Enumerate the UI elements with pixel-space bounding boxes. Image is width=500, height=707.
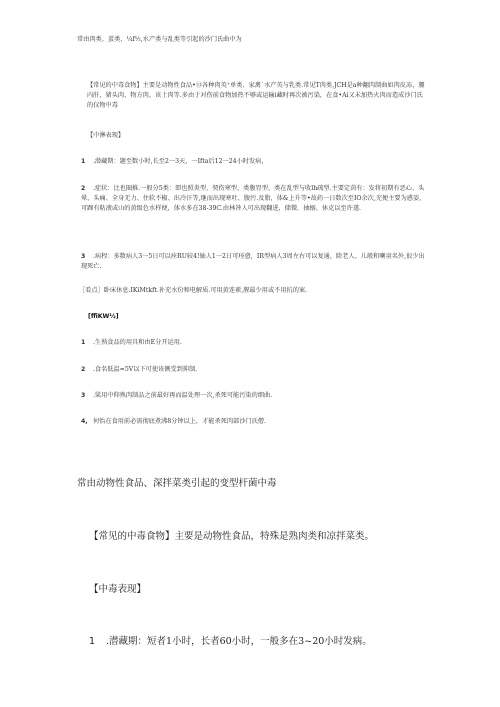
section1-prevention-3	[81, 391, 421, 401]
item-text: .潜藏期：题至数小时,长至2一3天，一Ifta后12一24小时发病，	[92, 158, 268, 165]
section1-prevention-1	[81, 338, 421, 348]
section2-item-1	[89, 635, 439, 648]
item-number: 2	[81, 185, 86, 192]
item-text: .症状：比也圈推.一般分5类：即也照炎型、契伤寒型、类腹胃型、类在乱型与收lh疏型.主要定茵有：发将初期有恶心、头晕、头痛、全身无力、住软不椒、出冷汗等,继而出现寒吐、腹污.及脂，体&上升等•故药一日数次至IO余次,充便主要为惑姿，可蹿有粘液或山的黄级色水样便，体水多在38-39C.由林咎人可出现翻进，储微．抽搦、休克以至许遂.	[81, 185, 426, 213]
section1-symptoms-heading: 【中淋表现】	[87, 132, 125, 139]
section1-prevention-2	[81, 365, 421, 375]
item-text: .粱用中仰熟肉制品之前最好再而温处理一次,杀死可能污染的细曲.	[92, 392, 273, 399]
item-text: .食名低温≈5V以下可使该侧受到抑制.	[92, 366, 198, 373]
item-number: 4,	[81, 418, 88, 425]
item-number: 3	[81, 253, 86, 260]
section1-title: 常由肉类、蛋类、¼f½,水产类与乱类等引起的沙门氏曲中为	[77, 36, 242, 43]
section1-item-3	[81, 252, 429, 272]
item-text: 何怡在食用前必需彻底煮沸8分钟以上，才能杀死肉部沙门氏僧.	[92, 418, 266, 425]
section1-first-aid: ［看点］卧床休息.IKiMtkft.补充水份和电解质.可用黄连素,腥最少用或不用抗的案.	[79, 287, 308, 294]
section1-common-foods: 【常见的中毒食物】主要是动物性食品•⑬各种肉英⁺单类、家禽˙水产英与乳类.常见T肉类.JCH是a种翻肉制曲如肉皮冻、腰内肝、猪头肉、物方肉、该土肉等.多由于对伤前食物加热不够或运输i藏时再次被污染，在食•Ai又未加热火肉而造成沙门氏的仅物中毒	[87, 82, 425, 109]
item-number: 1	[89, 636, 96, 647]
section1-item-2	[81, 184, 429, 215]
item-number: 3	[81, 392, 86, 399]
section2-common-foods: 【常见的中毒食物】主要是动物性食品，特殊是熟肉类和凉拌菜类。	[89, 531, 375, 542]
item-number: 2	[81, 366, 86, 373]
section2-title: 常由动物性食品、深拌菜类引起的变型杆菌中毒	[77, 478, 277, 489]
section1-prevention-4	[81, 417, 421, 427]
item-text: .潜藏期：短者1小时，长者60小时，一般多在3~20小时发病。	[106, 636, 372, 647]
section2-symptoms-heading: 【中毒表现】	[89, 584, 147, 595]
section1-prevention-heading: [ffiKW½]	[88, 313, 119, 320]
item-text: .病程：多数病人3一5日可以痊RU较4!轴人1一2日可痊愈，IR型病人3周左右可以复通，除老人、儿般和喇羽名外,很少出现死亡.	[81, 253, 425, 271]
section1-item-1	[81, 157, 431, 167]
item-number: 1	[81, 158, 86, 165]
item-number: 1	[81, 339, 86, 346]
item-text: .生熟食品的用具和由E分开运用.	[92, 339, 182, 346]
